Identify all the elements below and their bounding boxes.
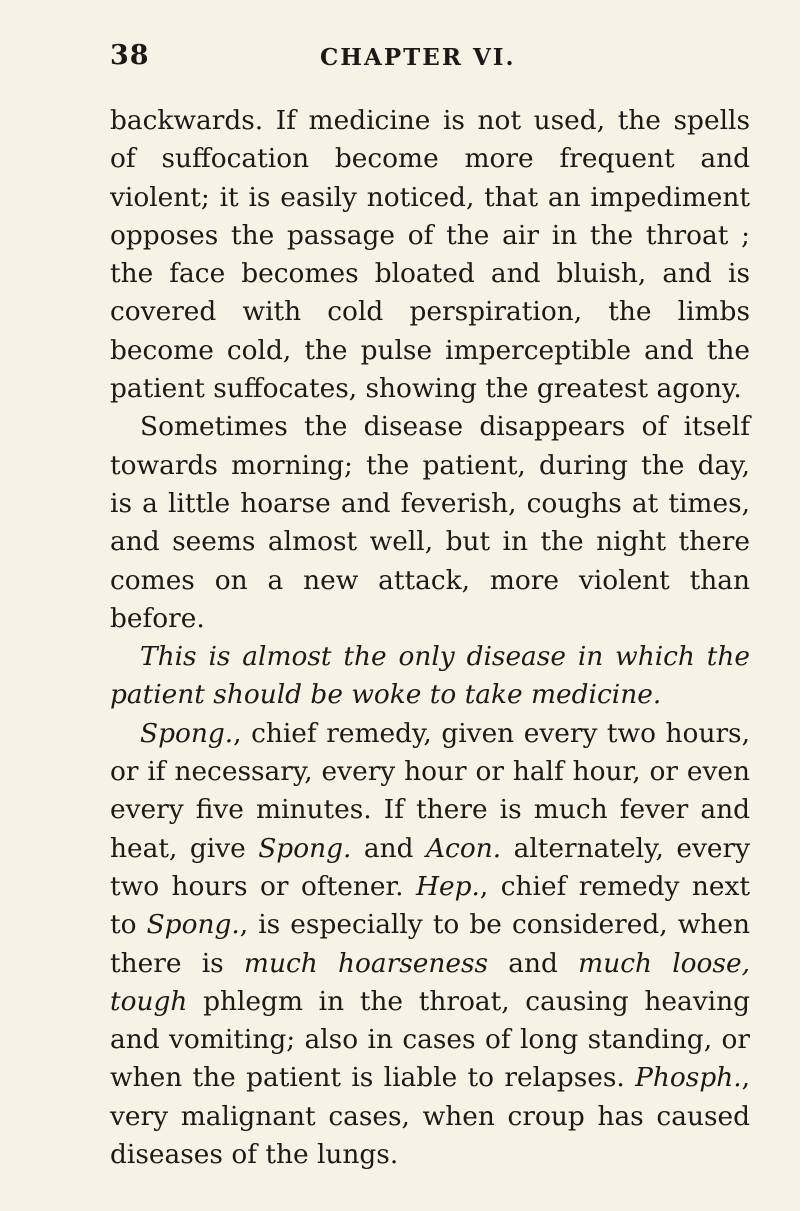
- remedy-name: Phosph.: [635, 1062, 742, 1094]
- text-run: alternately, every two hours or oftener.: [110, 832, 750, 902]
- remedy-name: Spong.: [258, 832, 352, 864]
- text-run: , chief remedy next to: [110, 870, 750, 941]
- emphasis: much loose, tough: [110, 947, 750, 1017]
- page-number: 38: [110, 40, 150, 71]
- text-run: This is almost the only disease in which the patient should be woke to take medicine.: [110, 641, 750, 711]
- paragraph: [110, 102, 750, 408]
- remedy-name: Acon.: [426, 832, 502, 864]
- text-run: and: [351, 832, 426, 864]
- body-text: [110, 102, 750, 1174]
- remedy-name: Spong.: [140, 717, 234, 749]
- paragraph: [110, 715, 750, 1175]
- text-run: , is especially to be considered, when there is: [110, 909, 750, 979]
- text-run: phlegm in the throat, causing heaving and vomiting; also in cases of long standing, or when the patient is liable to relapses.: [110, 985, 750, 1094]
- page-header: [110, 40, 750, 80]
- paragraph: [110, 638, 750, 715]
- text-run: and: [488, 947, 579, 979]
- running-head: CHAPTER VI.: [320, 44, 516, 71]
- text-run: Sometimes the disease disappears of itself towards morning; the patient, during the day, is a little hoarse and feverish, coughs at times, and seems almost well, but in the night there comes on a new attack, more violent than before.: [110, 411, 750, 634]
- text-run: , chief remedy, given every two hours, or if necessary, every hour or half hour, or even every five minutes. If there is much fever and heat, give: [110, 717, 750, 864]
- remedy-name: Hep.: [415, 870, 480, 902]
- paragraph: [110, 408, 750, 638]
- emphasis: much hoarseness: [243, 947, 489, 979]
- remedy-name: Spong.: [146, 909, 240, 941]
- text-run: backwards. If medicine is not used, the spells of suffocation become more frequent and violent; it is easily noticed, that an impediment opposes the passage of the air in the throat ; the face becomes bloated and bluish, and is covered with cold perspiration, the limbs become cold, the pulse imperceptible and the patient suffocates, showing the greatest agony.: [110, 105, 750, 405]
- text-run: , very malignant cases, when croup has caused diseases of the lungs.: [110, 1062, 750, 1171]
